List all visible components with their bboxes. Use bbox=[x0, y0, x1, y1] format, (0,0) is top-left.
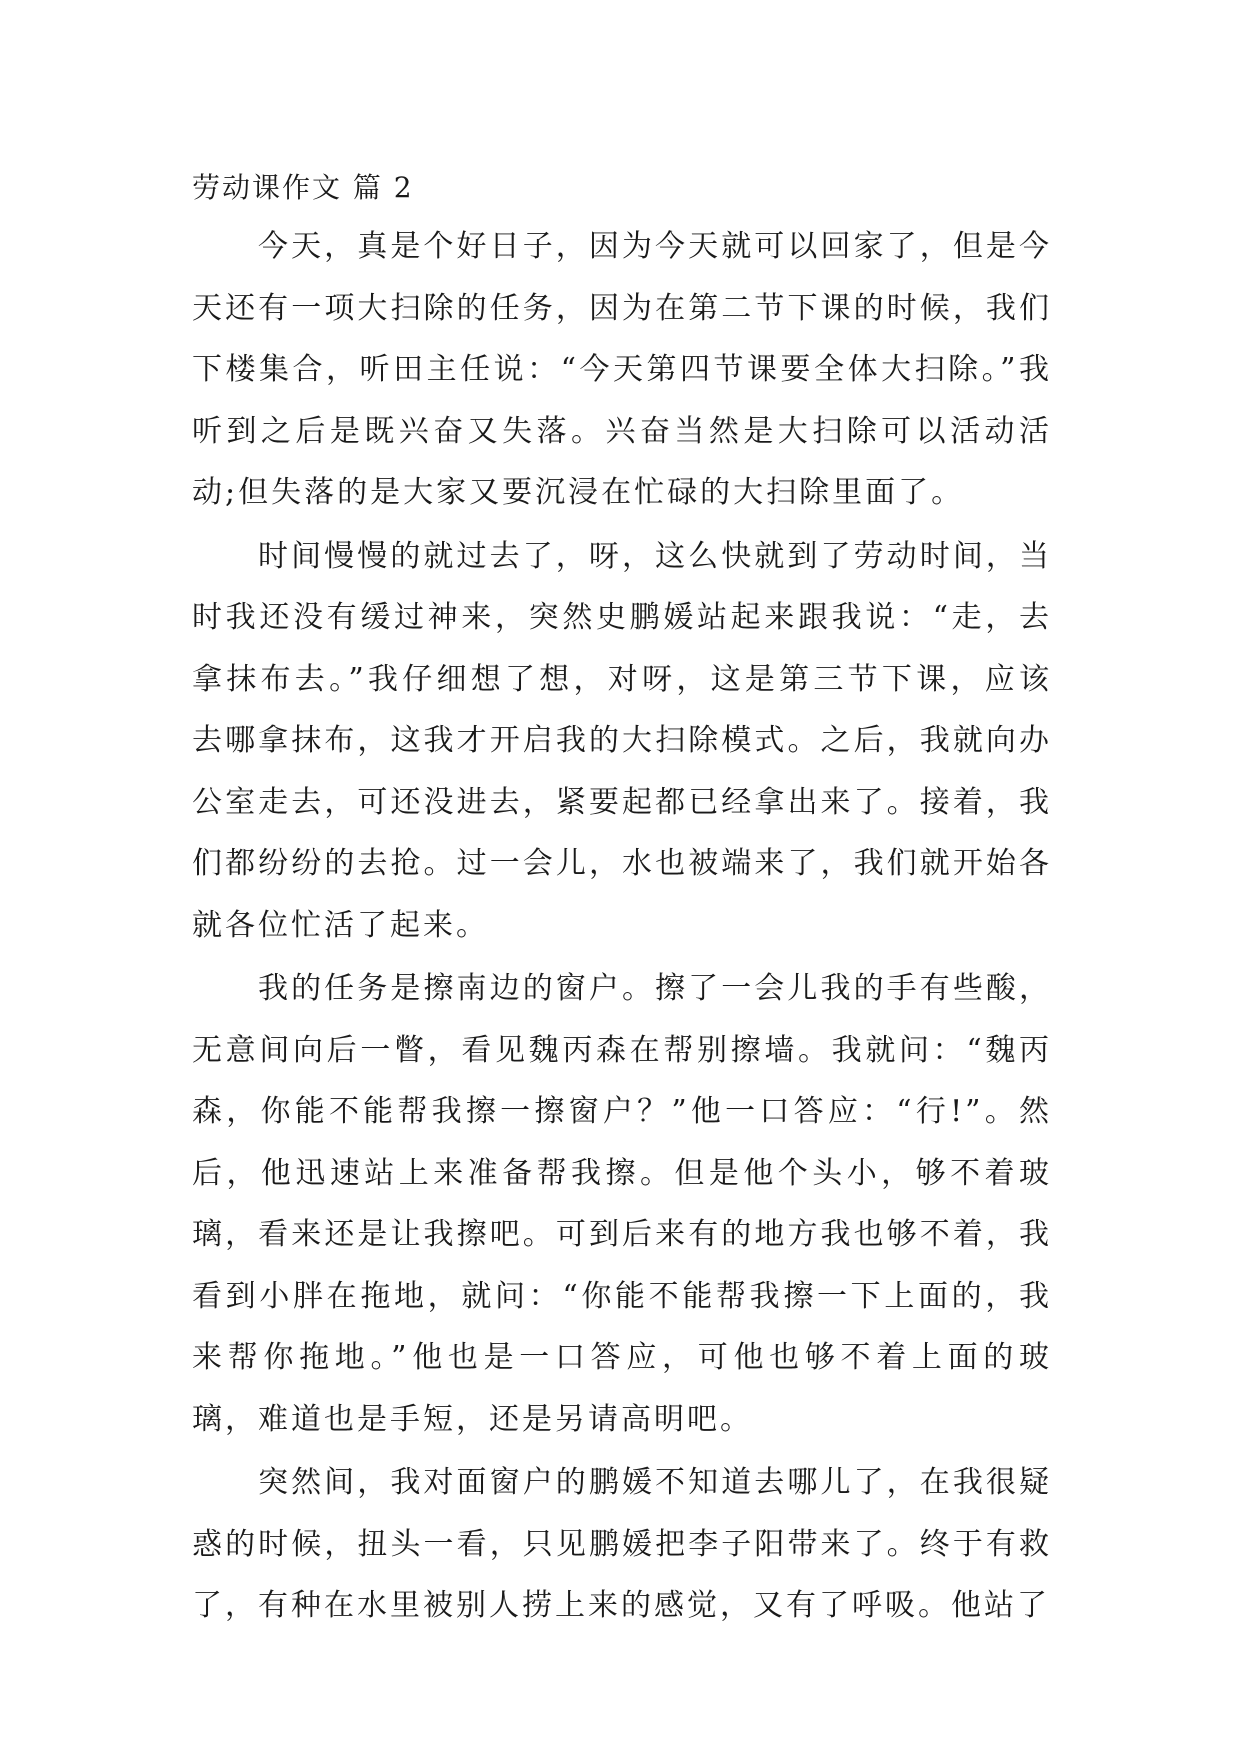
document-title: 劳动课作文 篇 2 bbox=[192, 171, 414, 204]
paragraph-1: 今天，真是个好日子，因为今天就可以回家了，但是今天还有一项大扫除的任务，因为在第二节下课的时候，我们下楼集合，听田主任说：“今天第四节课要全体大扫除。”我听到之后是既兴奋又失落。兴奋当然是大扫除可以活动活动;但失落的是大家又要沉浸在忙碌的大扫除里面了。 bbox=[192, 229, 1052, 510]
paragraph-3: 我的任务是擦南边的窗户。擦了一会儿我的手有些酸，无意间向后一瞥，看见魏丙森在帮别擦墙。我就问：“魏丙森，你能不能帮我擦一擦窗户？”他一口答应：“行!”。然后，他迅速站上来准备帮我擦。但是他个头小，够不着玻璃，看来还是让我擦吧。可到后来有的地方我也够不着，我看到小胖在拖地，就问：“你能不能帮我擦一下上面的，我来帮你拖地。”他也是一口答应，可他也够不着上面的玻璃，难道也是手短，还是另请高明吧。 bbox=[192, 971, 1052, 1437]
document-body bbox=[192, 160, 1052, 1639]
paragraph-4: 突然间，我对面窗户的鹏媛不知道去哪儿了，在我很疑惑的时候，扭头一看，只见鹏媛把李子阳带来了。终于有救了，有种在水里被别人捞上来的感觉，又有了呼吸。他站了 bbox=[192, 1465, 1052, 1623]
paragraph-2: 时间慢慢的就过去了，呀，这么快就到了劳动时间，当时我还没有缓过神来，突然史鹏媛站起来跟我说：“走，去拿抹布去。”我仔细想了想，对呀，这是第三节下课，应该去哪拿抹布，这我才开启我的大扫除模式。之后，我就向办公室走去，可还没进去，紧要起都已经拿出来了。接着，我们都纷纷的去抢。过一会儿，水也被端来了，我们就开始各就各位忙活了起来。 bbox=[192, 538, 1052, 943]
